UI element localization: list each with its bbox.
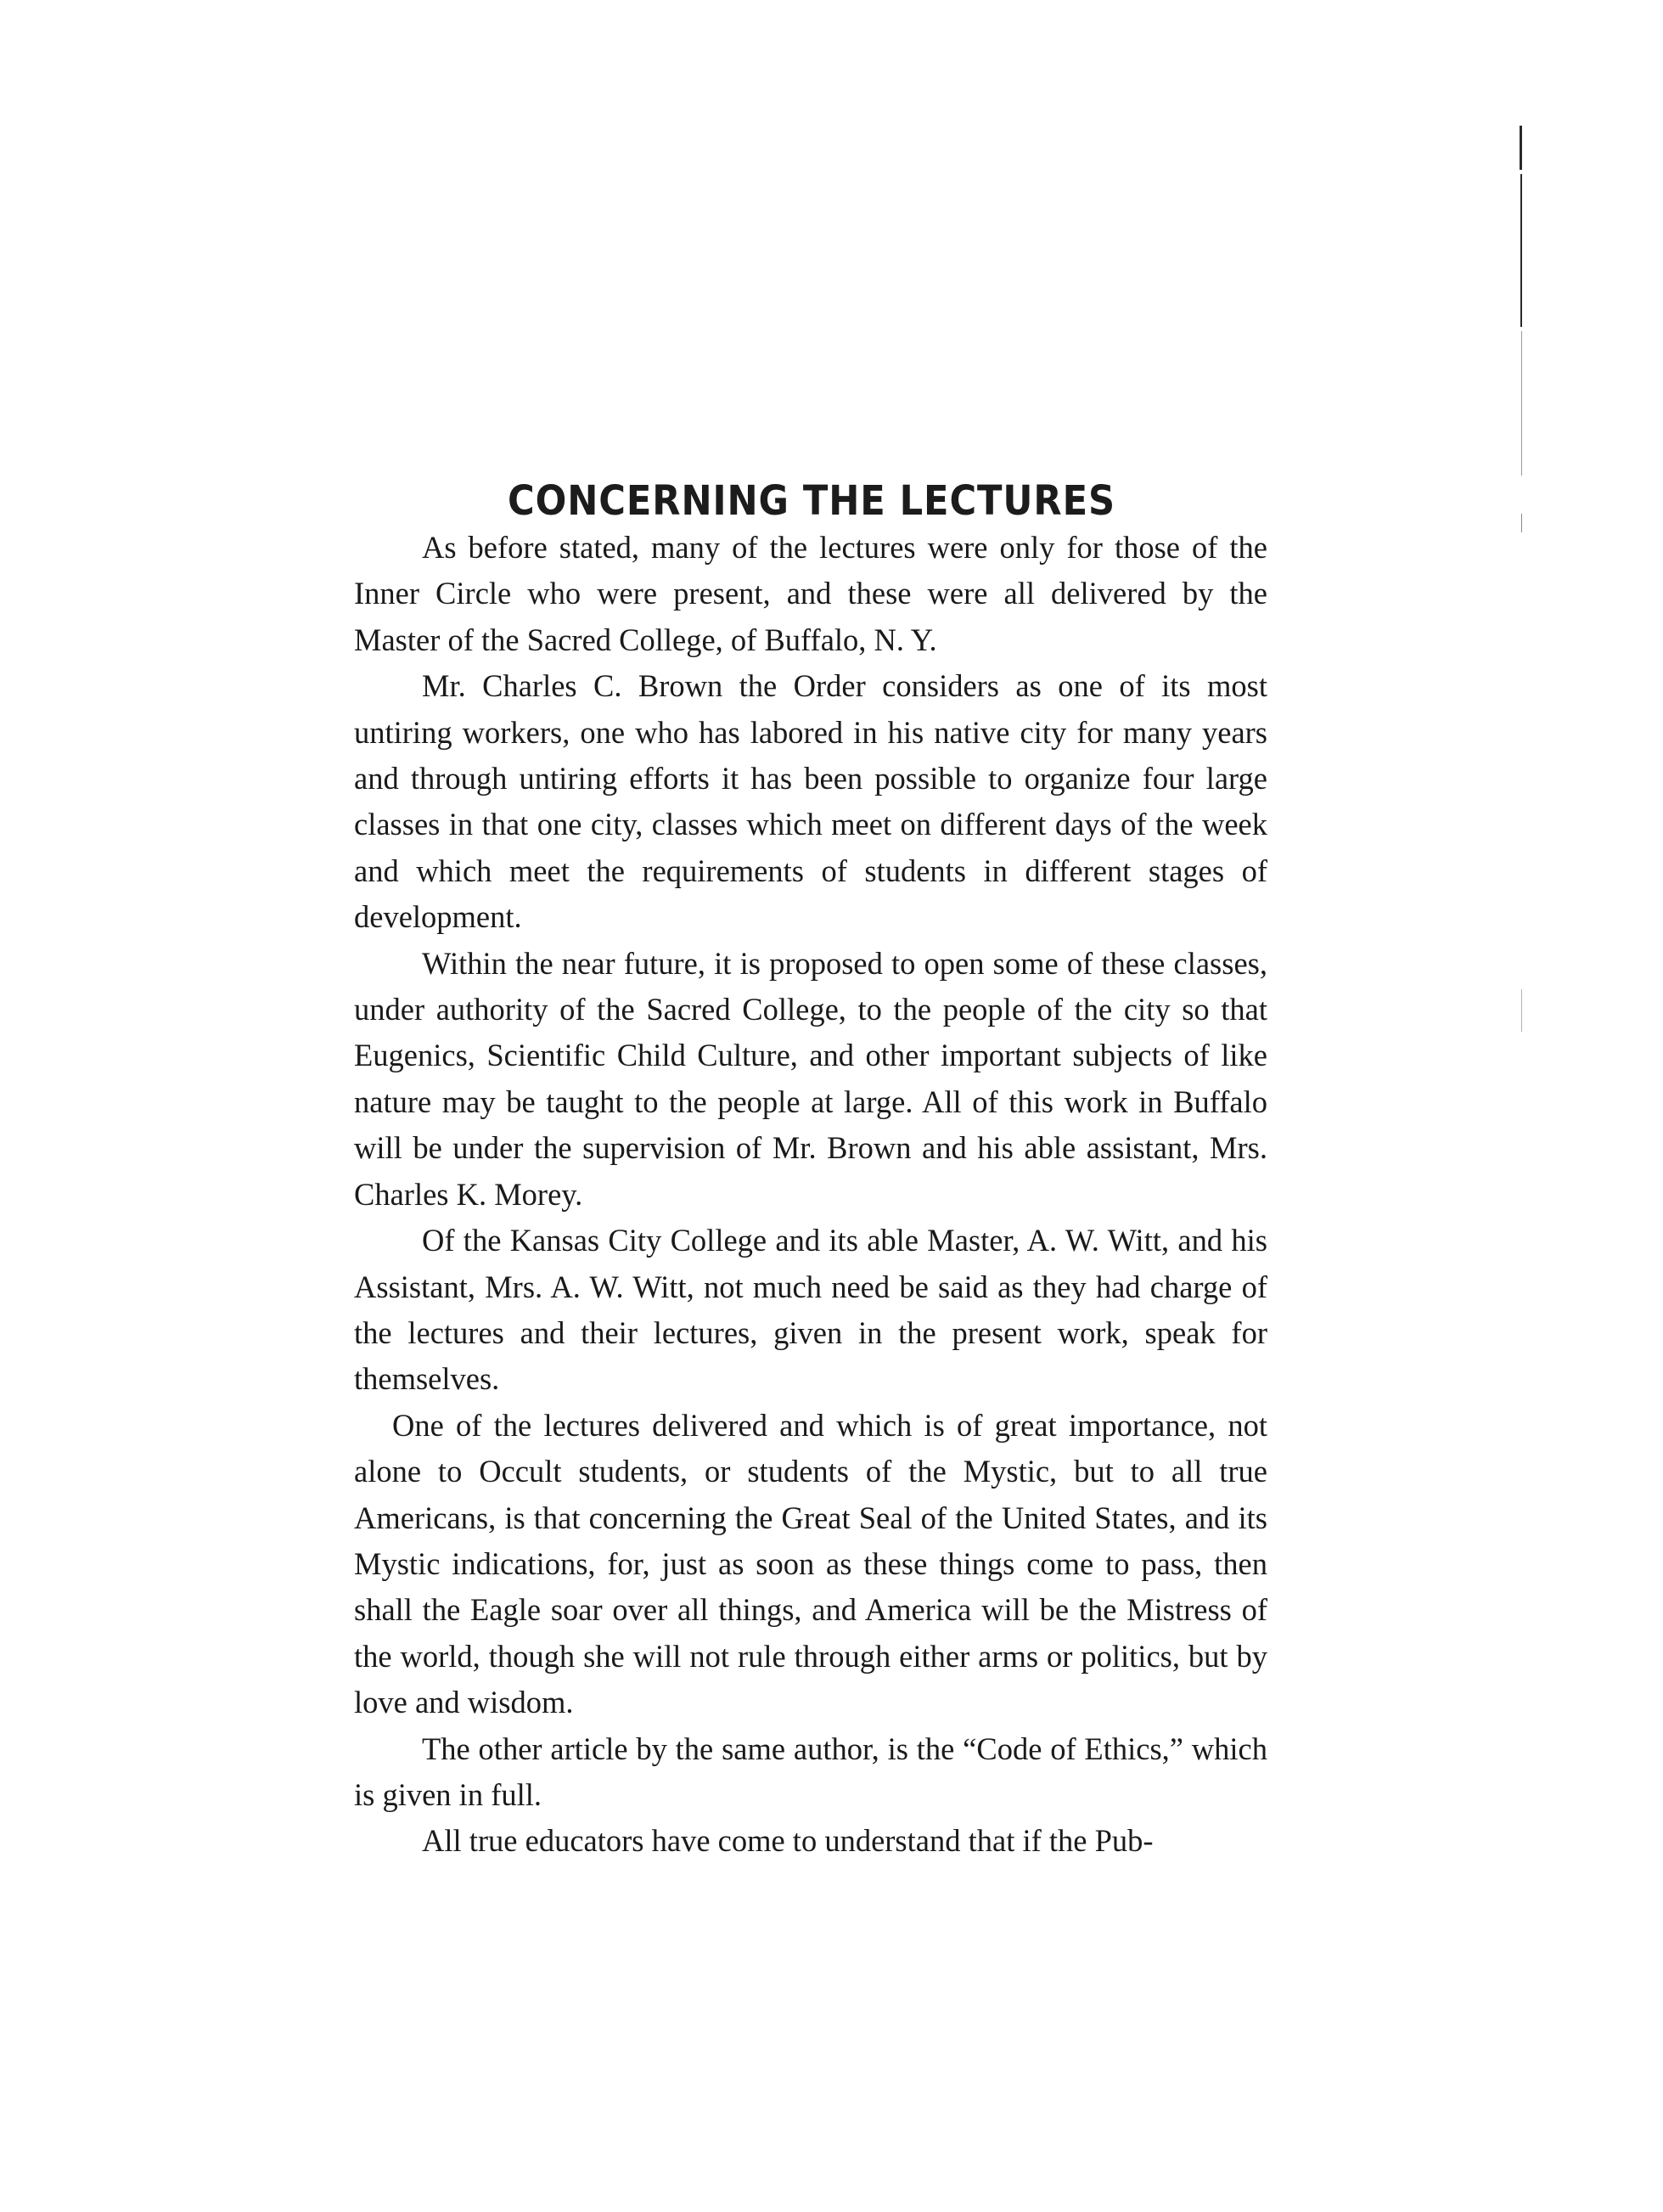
body-text (354, 525, 1267, 1865)
paragraph: Mr. Charles C. Brown the Order considers as one of its most untiring workers, one who has labored in his native city for many years and through untiring efforts it has been possible to organize four large classes in that one city, classes which meet on different days of the week and which meet the requirements of students in different stages of development. (354, 668, 1267, 935)
paragraph: Within the near future, it is proposed to open some of these classes, under authority of the Sacred College, to the people of the city so that Eugenics, Scientific Child Culture, and other important subjects of like nature may be taught to the people at large. All of this work in Buffalo will be under the supervision of Mr. Brown and his able assistant, Mrs. Charles K. Morey. (354, 945, 1267, 1212)
paragraph: As before stated, many of the lectures were only for those of the Inner Circle who were present, and these were all delivered by the Master of the Sacred College, of Buffalo, N. Y. (354, 530, 1267, 657)
paragraph: The other article by the same author, is the “Code of Ethics,” which is given in full. (354, 1731, 1267, 1812)
scan-edge-mark (1521, 331, 1522, 476)
scan-edge-mark (1521, 989, 1522, 1032)
scan-edge-mark (1520, 174, 1522, 327)
paragraph: Of the Kansas City College and its able Master, A. W. Witt, and his Assistant, Mrs. A. W. Witt, not much need be said as they had charge of the lectures and their lectures, given in the present work, speak for themselves. (354, 1223, 1267, 1397)
paragraph: One of the lectures delivered and which is of great importance, not alone to Occult students, or students of the Mystic, but to all true Americans, is that concerning the Great Seal of the United States, and its Mystic indications, for, just as soon as these things come to pass, then shall the Eagle soar over all things, and America will be the Mistress of the world, though she will not rule through either arms or politics, but by love and wisdom. (354, 1407, 1267, 1720)
page-title: CONCERNING THE LECTURES (507, 477, 1115, 526)
scan-edge-mark (1520, 126, 1522, 170)
paragraph: All true educators have come to understand that if the Pub- (422, 1823, 1154, 1859)
